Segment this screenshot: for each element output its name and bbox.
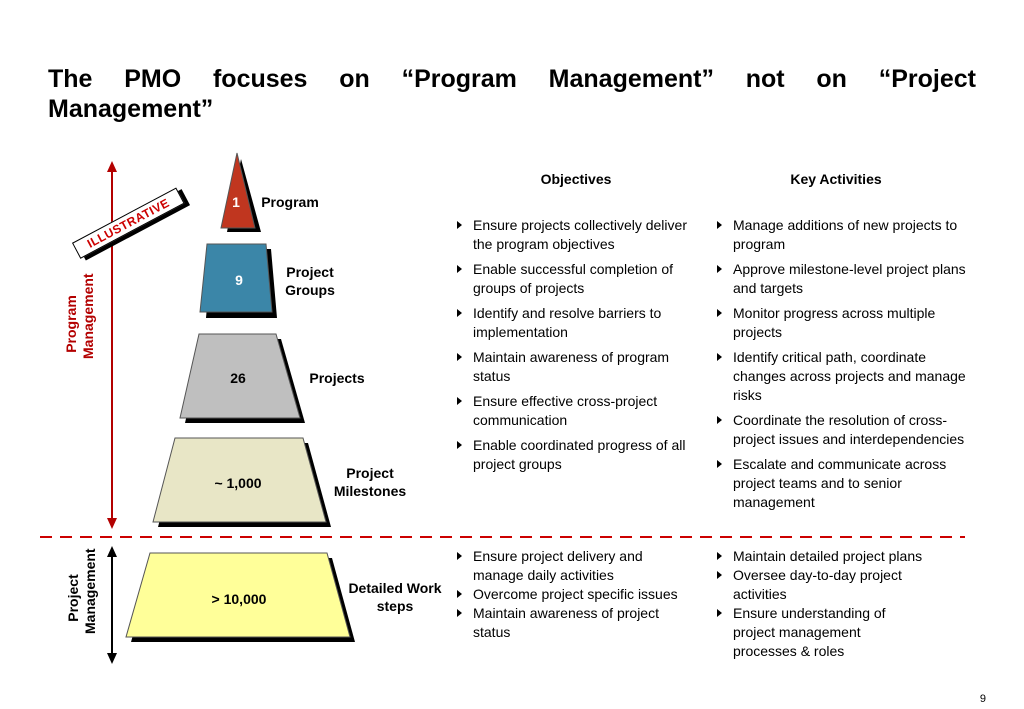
side-label-project-management xyxy=(65,548,99,648)
level-projects-label: Projects xyxy=(309,370,365,386)
side-label-project-management-text: Project Management xyxy=(65,548,98,634)
list-item: Monitor progress across multiple projects xyxy=(715,304,970,342)
level-projects-count: 26 xyxy=(230,370,246,386)
list-item: Maintain awareness of program status xyxy=(455,348,700,386)
list-item: Enable coordinated progress of all project groups xyxy=(455,436,700,474)
program-activities-list xyxy=(715,216,970,512)
list-item: Maintain awareness of project status xyxy=(455,604,685,642)
list-item: Oversee day-to-day project activities xyxy=(715,566,955,604)
list-item: Ensure effective cross-project communication xyxy=(455,392,700,430)
list-item: Maintain detailed project plans xyxy=(715,547,955,566)
list-item: Approve milestone-level project plans and targets xyxy=(715,260,970,298)
page-title-line-2: Management” xyxy=(48,95,214,123)
list-item: Identify critical path, coordinate changes across projects and manage risks xyxy=(715,348,970,405)
side-label-program-management-text: Program Management xyxy=(63,273,96,359)
program-management-arrow xyxy=(107,161,117,529)
level-groups-label: Project Groups xyxy=(285,264,335,298)
page-number: 9 xyxy=(979,693,986,705)
page-title-line-1: The PMO focuses on “Program Management” not on “Project xyxy=(48,65,976,93)
level-milestones-label: Project Milestones xyxy=(333,465,407,499)
list-item: Manage additions of new projects to program xyxy=(715,216,970,254)
level-worksteps-label: Detailed Work steps xyxy=(348,580,442,614)
side-label-program-management xyxy=(63,269,97,379)
list-item: Identify and resolve barriers to implementation xyxy=(455,304,700,342)
list-item: Escalate and communicate across project teams and to senior management xyxy=(715,455,970,512)
level-worksteps-count: > 10,000 xyxy=(211,591,267,607)
stamp-label: ILLUSTRATIVE xyxy=(72,188,185,259)
list-item: Ensure understanding of project management processes & roles xyxy=(715,604,955,661)
level-program-label: Program xyxy=(261,194,319,210)
program-objectives-list xyxy=(455,216,700,474)
list-item: Enable successful completion of groups of projects xyxy=(455,260,700,298)
project-management-arrow xyxy=(107,546,117,664)
list-item: Overcome project specific issues xyxy=(455,585,685,604)
project-activities-list xyxy=(715,547,955,661)
list-item: Coordinate the resolution of cross-project issues and interdependencies xyxy=(715,411,970,449)
level-milestones-count: ~ 1,000 xyxy=(214,475,262,491)
list-item: Ensure project delivery and manage daily activities xyxy=(455,547,685,585)
project-objectives-list xyxy=(455,547,685,642)
column-header-objectives: Objectives xyxy=(540,171,612,187)
column-header-key-activities: Key Activities xyxy=(790,171,882,187)
level-program-count: 1 xyxy=(232,194,240,210)
level-groups-count: 9 xyxy=(235,272,243,288)
list-item: Ensure projects collectively deliver the program objectives xyxy=(455,216,700,254)
